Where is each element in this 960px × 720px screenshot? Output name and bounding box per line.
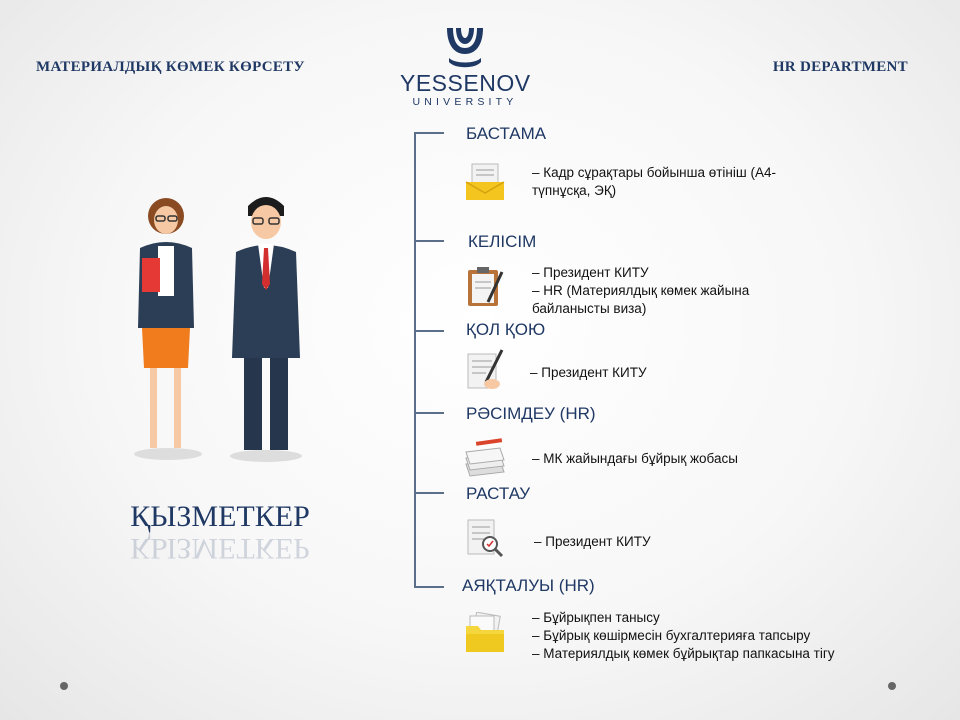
timeline-branch [414, 132, 444, 134]
timeline-branch [414, 586, 444, 588]
timeline-line [414, 132, 416, 588]
clipboard-icon [462, 264, 508, 308]
step-title-confirmation: РАСТАУ [466, 484, 531, 503]
step-title-agreement: КЕЛІСІМ [468, 232, 537, 251]
header-right-title: HR DEPARTMENT [772, 59, 908, 75]
step-title-processing: РӘСІМДЕУ (HR) [466, 404, 596, 423]
folder-icon [462, 612, 508, 656]
university-logo [400, 24, 530, 114]
timeline-branch [414, 240, 444, 242]
slide-dot-right [888, 682, 896, 690]
step-desc-initiation: – Кадр сұрақтары бойынша өтініш (А4- түпнұсқа, ЭҚ) [532, 165, 776, 198]
timeline-branch [414, 330, 444, 332]
document-search-icon [462, 516, 508, 560]
step-desc-confirmation: – Президент КИТУ [534, 534, 651, 549]
paper-stack-icon [462, 436, 508, 480]
employees-illustration [118, 188, 328, 468]
step-title-signing: ҚОЛ ҚОЮ [466, 320, 546, 339]
sign-document-icon [462, 348, 508, 392]
header-left-title: МАТЕРИАЛДЫҚ КӨМЕК КӨРСЕТУ [36, 59, 305, 75]
step-title-initiation: БАСТАМА [466, 124, 547, 143]
role-label: ҚЫЗМЕТКЕР [130, 500, 310, 533]
role-label-reflection: ҚЫЗМЕТКЕР [130, 532, 310, 565]
logo-name: YESSENOV [400, 70, 531, 96]
logo-subtitle: UNIVERSITY [412, 96, 518, 108]
step-desc-signing: – Президент КИТУ [530, 365, 647, 380]
logo-emblem-icon [443, 24, 487, 70]
slide-dot-left [60, 682, 68, 690]
step-desc-completion: – Бұйрықпен танысу – Бұйрық көшірмесін бухгалтерияға тапсыру – Материялдық көмек бұйрықтар папкасына тігу [532, 610, 835, 661]
step-desc-agreement: – Президент КИТУ – HR (Материялдық көмек жайына байланысты виза) [532, 265, 750, 316]
timeline-branch [414, 412, 444, 414]
step-desc-processing: – МК жайындағы бұйрық жобасы [532, 451, 738, 466]
step-title-completion: АЯҚТАЛУЫ (HR) [462, 576, 595, 595]
timeline-branch [414, 492, 444, 494]
envelope-icon [462, 160, 508, 204]
